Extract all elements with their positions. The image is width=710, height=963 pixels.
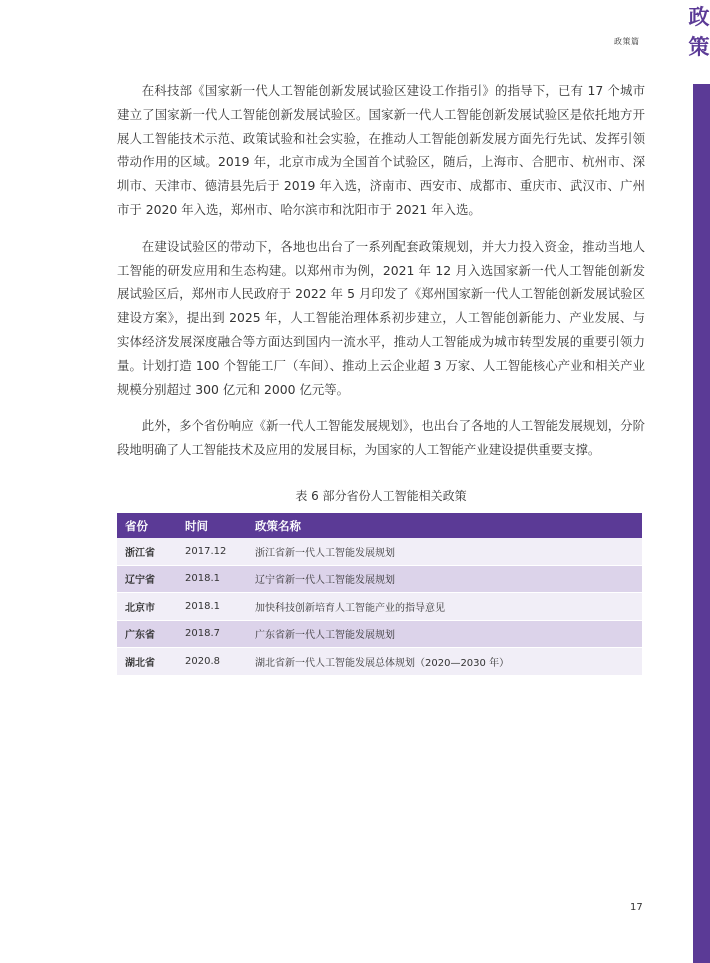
body-text xyxy=(117,79,645,475)
cell-date: 2018.7 xyxy=(177,620,247,648)
cell-province: 浙江省 xyxy=(117,538,177,565)
header-date: 时间 xyxy=(177,513,247,538)
cell-province: 湖北省 xyxy=(117,648,177,676)
side-tab-title: 政策 xyxy=(688,5,710,59)
side-accent-bar xyxy=(693,84,710,963)
paragraph-1: 在科技部《国家新一代人工智能创新发展试验区建设工作指引》的指导下，已有 17 个城市建立了国家新一代人工智能创新发展试验区。国家新一代人工智能创新发展试验区是依托地方开展人工智能技术示范、政策试验和社会实验，在推动人工智能创新发展方面先行先试、发挥引领带动作用的区域。2019 年，北京市成为全国首个试验区，随后，上海市、合肥市、杭州市、深圳市、天津市、德清县先后于 2019 年入选，济南市、西安市、成都市、重庆市、武汉市、广州市于 2020 年入选，郑州市、哈尔滨市和沈阳市于 2021 年入选。 xyxy=(117,83,645,217)
cell-policy-name: 广东省新一代人工智能发展规划 xyxy=(247,620,642,648)
side-tab xyxy=(690,0,710,963)
table-row xyxy=(117,620,642,648)
paragraph-2: 在建设试验区的带动下，各地也出台了一系列配套政策规划，并大力投入资金，推动当地人工智能的研发应用和生态构建。以郑州市为例，2021 年 12 月入选国家新一代人工智能创新发展试验区后，郑州市人民政府于 2022 年 5 月印发了《郑州国家新一代人工智能创新发展试验区建设方案》，提出到 2025 年，人工智能治理体系初步建立，人工智能创新能力、产业发展、与实体经济发展深度融合等方面达到国内一流水平，推动人工智能成为城市转型发展的重要引领力量。计划打造 100 个智能工厂（车间）、推动上云企业超 3 万家、人工智能核心产业和相关产业规模分别超过 300 亿元和 2000 亿元等。 xyxy=(117,238,645,397)
table-row xyxy=(117,593,642,621)
section-label: 政策篇 xyxy=(614,37,640,46)
header-policy-name: 政策名称 xyxy=(247,513,642,538)
page-number: 17 xyxy=(630,902,643,913)
paragraph-3: 此外，多个省份响应《新一代人工智能发展规划》，也出台了各地的人工智能发展规划，分阶段地明确了人工智能技术及应用的发展目标，为国家的人工智能产业建设提供重要支撑。 xyxy=(117,418,645,458)
cell-province: 广东省 xyxy=(117,620,177,648)
cell-province: 北京市 xyxy=(117,593,177,621)
cell-date: 2020.8 xyxy=(177,648,247,676)
policy-table xyxy=(117,513,642,676)
cell-date: 2018.1 xyxy=(177,593,247,621)
cell-policy-name: 加快科技创新培育人工智能产业的指导意见 xyxy=(247,593,642,621)
table-caption: 表 6 部分省份人工智能相关政策 xyxy=(295,489,467,503)
table-row xyxy=(117,648,642,676)
cell-date: 2018.1 xyxy=(177,565,247,593)
table-row xyxy=(117,538,642,565)
table-header-row xyxy=(117,513,642,538)
cell-date: 2017.12 xyxy=(177,538,247,565)
cell-policy-name: 湖北省新一代人工智能发展总体规划（2020—2030 年） xyxy=(247,648,642,676)
cell-policy-name: 辽宁省新一代人工智能发展规划 xyxy=(247,565,642,593)
header-province: 省份 xyxy=(117,513,177,538)
cell-policy-name: 浙江省新一代人工智能发展规划 xyxy=(247,538,642,565)
cell-province: 辽宁省 xyxy=(117,565,177,593)
table-row xyxy=(117,565,642,593)
